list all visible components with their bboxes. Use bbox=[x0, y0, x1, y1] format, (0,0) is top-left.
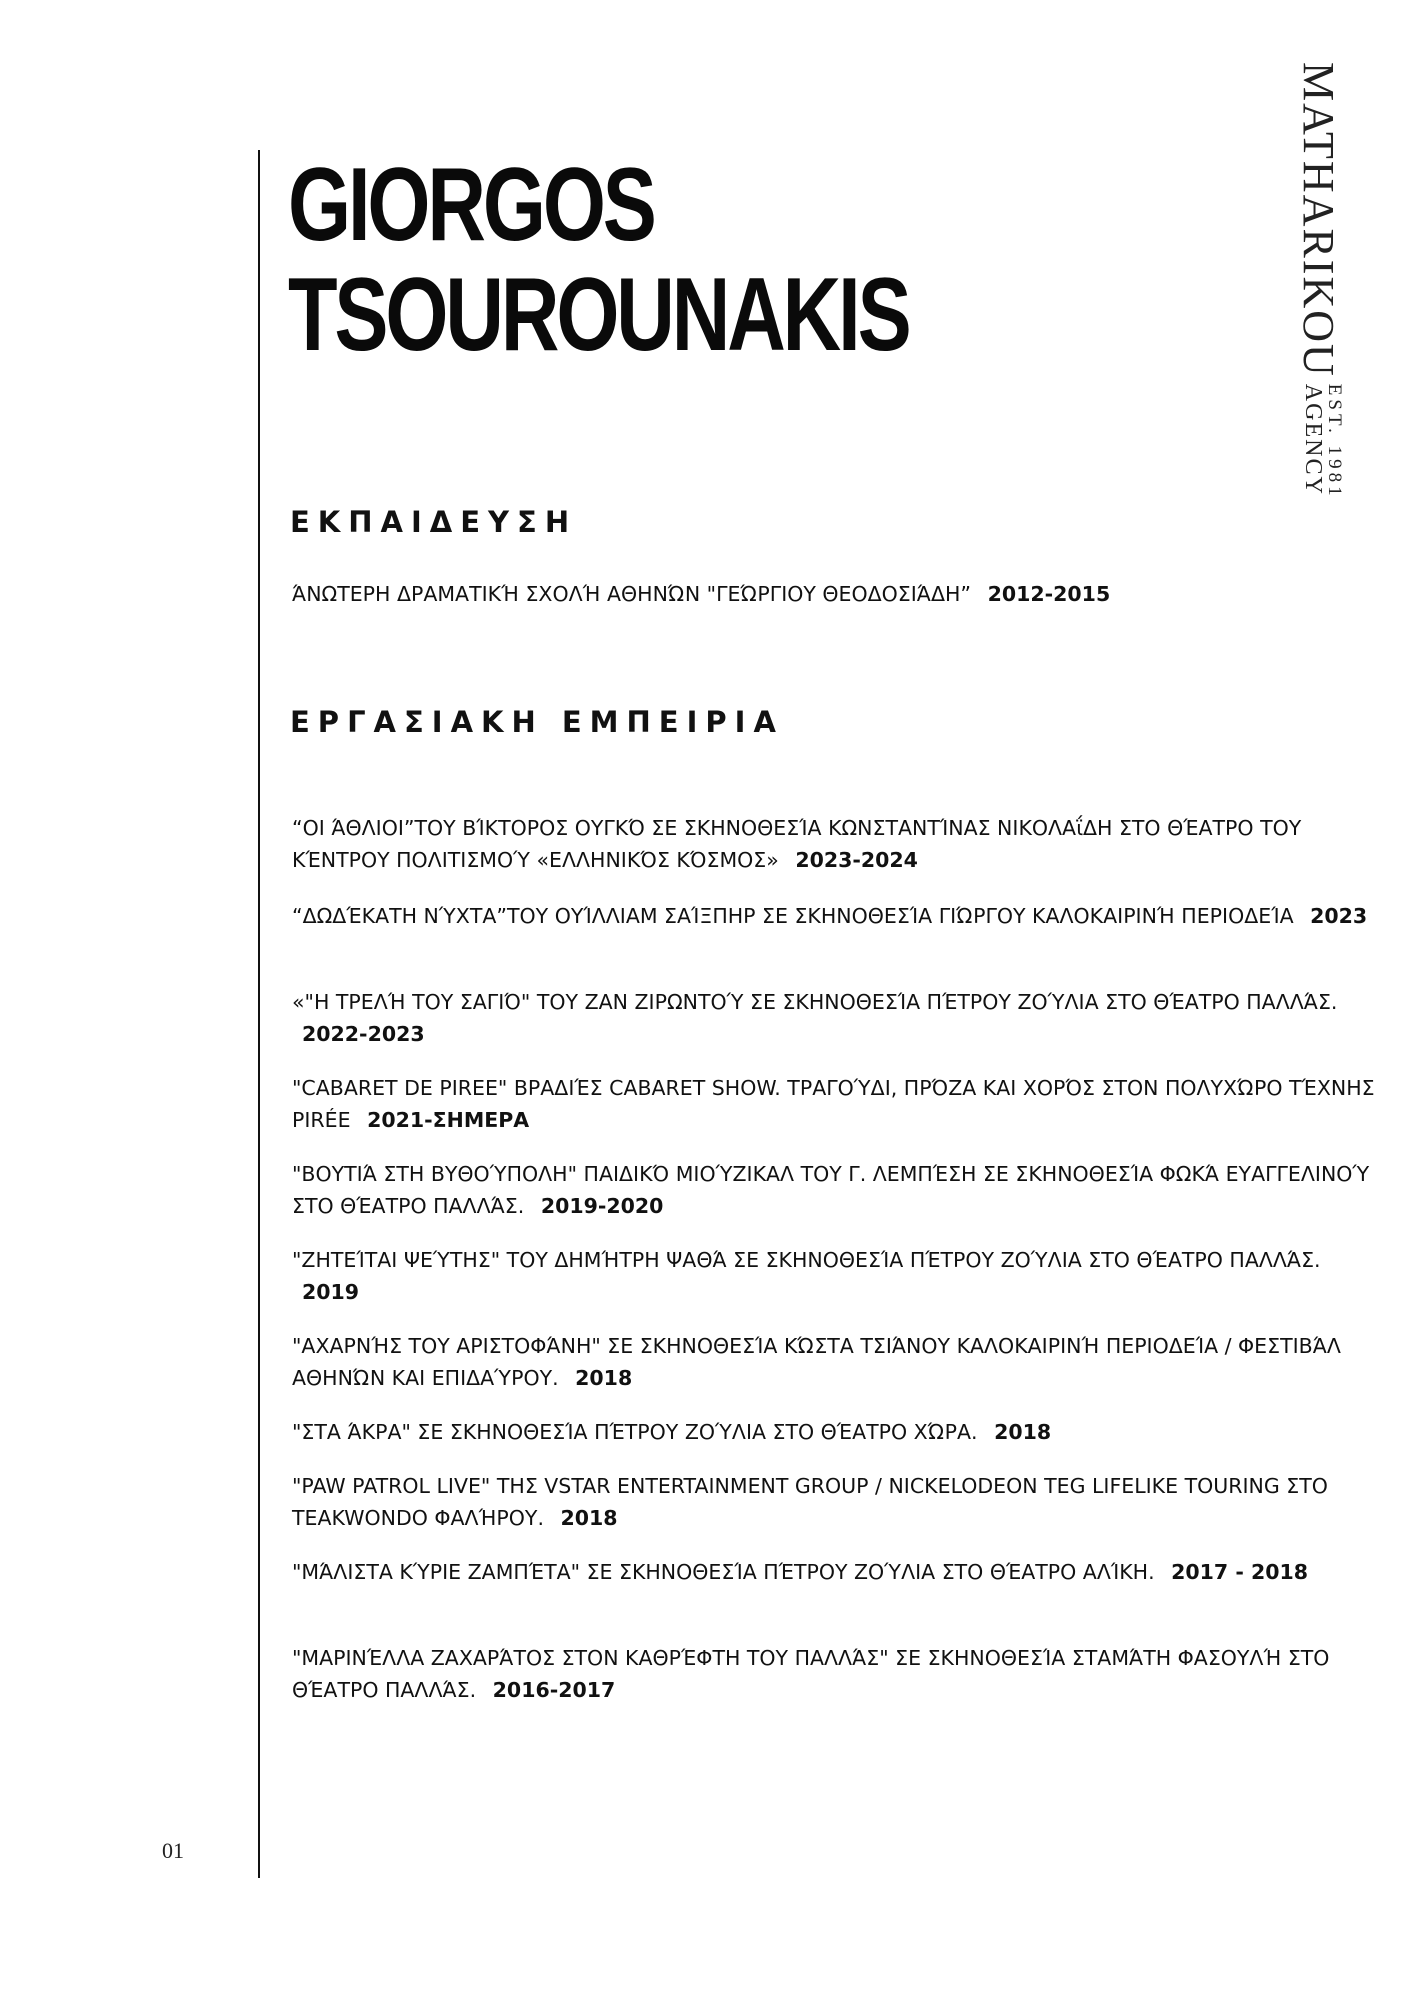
experience-entry bbox=[292, 900, 1392, 932]
agency-logo bbox=[1293, 62, 1344, 500]
entry-text: "ΜΆΛΙΣΤΑ ΚΎΡΙΕ ΖΑΜΠΈΤΑ" ΣΕ ΣΚΗΝΟΘΕΣΊΑ ΠΈΤΡΟΥ ΖΟΎΛΙΑ ΣΤΟ ΘΈΑΤΡΟ ΑΛΊΚΗ. bbox=[292, 1560, 1155, 1584]
entry-years: 2018 bbox=[994, 1420, 1052, 1444]
logo-wordmark: MATHARIKOU bbox=[1294, 62, 1343, 378]
experience-entry bbox=[292, 1330, 1392, 1394]
experience-entry bbox=[292, 1642, 1392, 1706]
entry-years: 2023 bbox=[1310, 904, 1368, 928]
last-name: TSOUROUNAKIS bbox=[288, 257, 909, 373]
entry-years: 2017 - 2018 bbox=[1171, 1560, 1309, 1584]
entry-text: "ΒΟΥΤΙΆ ΣΤΗ ΒΥΘΟΎΠΟΛΗ" ΠΑΙΔΙΚΌ ΜΙΟΎΖΙΚΑΛ ΤΟΥ Γ. ΛΕΜΠΈΣΗ ΣΕ ΣΚΗΝΟΘΕΣΊΑ ΦΩΚΆ ΕΥΑΓΓΕΛΙΝΟΎ ΣΤΟ ΘΈΑΤΡΟ ΠΑΛΛΆΣ. bbox=[292, 1162, 1370, 1218]
experience-entry bbox=[292, 986, 1392, 1050]
entry-years: 2019 bbox=[302, 1280, 360, 1304]
entry-years: 2012-2015 bbox=[987, 582, 1111, 606]
page-number: 01 bbox=[162, 1838, 184, 1863]
logo-side bbox=[1302, 384, 1344, 500]
entry-text: ΆΝΩΤΕΡΗ ΔΡΑΜΑΤΙΚΉ ΣΧΟΛΉ ΑΘΗΝΏΝ "ΓΕΏΡΓΙΟΥ ΘΕΟΔΟΣΙΆΔΗ” bbox=[292, 582, 972, 606]
education-heading: ΕΚΠΑΙΔΕΥΣΗ bbox=[290, 505, 578, 539]
entry-text: "ΑΧΑΡΝΉΣ ΤΟΥ ΑΡΙΣΤΟΦΆΝΗ" ΣΕ ΣΚΗΝΟΘΕΣΊΑ ΚΏΣΤΑ ΤΣΙΆΝΟΥ ΚΑΛΟΚΑΙΡΙΝΉ ΠΕΡΙΟΔΕΊΑ / ΦΕΣΤΙΒΆΛ ΑΘΗΝΏΝ ΚΑΙ ΕΠΙΔΑΎΡΟΥ. bbox=[292, 1334, 1341, 1390]
logo-agency: AGENCY bbox=[1300, 383, 1326, 496]
entry-text: "ΖΗΤΕΊΤΑΙ ΨΕΎΤΗΣ" ΤΟΥ ΔΗΜΉΤΡΗ ΨΑΘΆ ΣΕ ΣΚΗΝΟΘΕΣΊΑ ΠΈΤΡΟΥ ΖΟΎΛΙΑ ΣΤΟ ΘΈΑΤΡΟ ΠΑΛΛΆΣ. bbox=[292, 1248, 1321, 1272]
experience-entry bbox=[292, 1556, 1392, 1588]
entry-text: "ΣΤΑ ΆΚΡΑ" ΣΕ ΣΚΗΝΟΘΕΣΊΑ ΠΈΤΡΟΥ ΖΟΎΛΙΑ ΣΤΟ ΘΈΑΤΡΟ ΧΏΡΑ. bbox=[292, 1420, 978, 1444]
experience-entry bbox=[292, 1158, 1392, 1222]
entry-text: “ΟΙ ΆΘΛΙΟΙ”ΤΟΥ ΒΊΚΤΟΡΟΣ ΟΥΓΚΌ ΣΕ ΣΚΗΝΟΘΕΣΊΑ ΚΩΝΣΤΑΝΤΊΝΑΣ ΝΙΚΟΛΑΐΔΗ ΣΤΟ ΘΈΑΤΡΟ ΤΟΥ ΚΈΝΤΡΟΥ ΠΟΛΙΤΙΣΜΟΎ «ΕΛΛΗΝΙΚΌΣ ΚΌΣΜΟΣ» bbox=[292, 816, 1302, 872]
logo-est: EST. 1981 bbox=[1324, 383, 1345, 500]
entry-years: 2019-2020 bbox=[540, 1194, 664, 1218]
entry-years: 2023-2024 bbox=[795, 848, 918, 872]
experience-heading: ΕΡΓΑΣΙΑΚΗ ΕΜΠΕΙΡΙΑ bbox=[290, 705, 784, 739]
entry-years: 2018 bbox=[560, 1506, 618, 1530]
first-name: GIORGOS bbox=[288, 147, 654, 263]
entry-text: “ΔΩΔΈΚΑΤΗ ΝΎΧΤΑ”ΤΟΥ ΟΥΊΛΛΙΑΜ ΣΑΊΞΠΗΡ ΣΕ ΣΚΗΝΟΘΕΣΊΑ ΓΙΏΡΓΟΥ ΚΑΛΟΚΑΙΡΙΝΉ ΠΕΡΙΟΔΕΊΑ bbox=[292, 904, 1294, 928]
entry-text: "ΜΑΡΙΝΈΛΛΑ ΖΑΧΑΡΆΤΟΣ ΣΤΟΝ ΚΑΘΡΈΦΤΗ ΤΟΥ ΠΑΛΛΆΣ" ΣΕ ΣΚΗΝΟΘΕΣΊΑ ΣΤΑΜΆΤΗ ΦΑΣΟΥΛΉ ΣΤΟ ΘΈΑΤΡΟ ΠΑΛΛΆΣ. bbox=[292, 1646, 1330, 1702]
entry-text: "PAW PATROL LIVE" ΤΗΣ VSTAR ENTERTAINMENT GROUP / NICKELODEON TEG LIFELIKE TOURING ΣΤΟ TEAKWONDO ΦΑΛΉΡΟΥ. bbox=[292, 1474, 1328, 1530]
entry-years: 2022-2023 bbox=[302, 1022, 425, 1046]
experience-entry bbox=[292, 1072, 1392, 1136]
vertical-divider bbox=[258, 150, 260, 1878]
entry-years: 2018 bbox=[575, 1366, 633, 1390]
person-name bbox=[288, 147, 909, 373]
experience-entry bbox=[292, 812, 1392, 876]
entry-years: 2021-ΣΗΜΕΡΑ bbox=[367, 1108, 530, 1132]
entry-text: «"Η ΤΡΕΛΉ ΤΟΥ ΣΑΓΙΌ" ΤΟΥ ΖΑΝ ΖΙΡΩΝΤΟΎ ΣΕ ΣΚΗΝΟΘΕΣΊΑ ΠΈΤΡΟΥ ΖΟΎΛΙΑ ΣΤΟ ΘΈΑΤΡΟ ΠΑΛΛΆΣ. bbox=[292, 990, 1338, 1014]
experience-entry bbox=[292, 1244, 1392, 1308]
entry-years: 2016-2017 bbox=[492, 1678, 616, 1702]
experience-entry bbox=[292, 1416, 1392, 1448]
education-entry bbox=[292, 578, 1392, 610]
entry-text: "CABARET DE PIREE" ΒΡΑΔΙΈΣ CABARET SHOW. ΤΡΑΓΟΎΔΙ, ΠΡΌΖΑ ΚΑΙ ΧΟΡΌΣ ΣΤΟΝ ΠΟΛΥΧΏΡΟ ΤΈΧΝΗΣ PIRÉE bbox=[292, 1076, 1375, 1132]
experience-entry bbox=[292, 1470, 1392, 1534]
